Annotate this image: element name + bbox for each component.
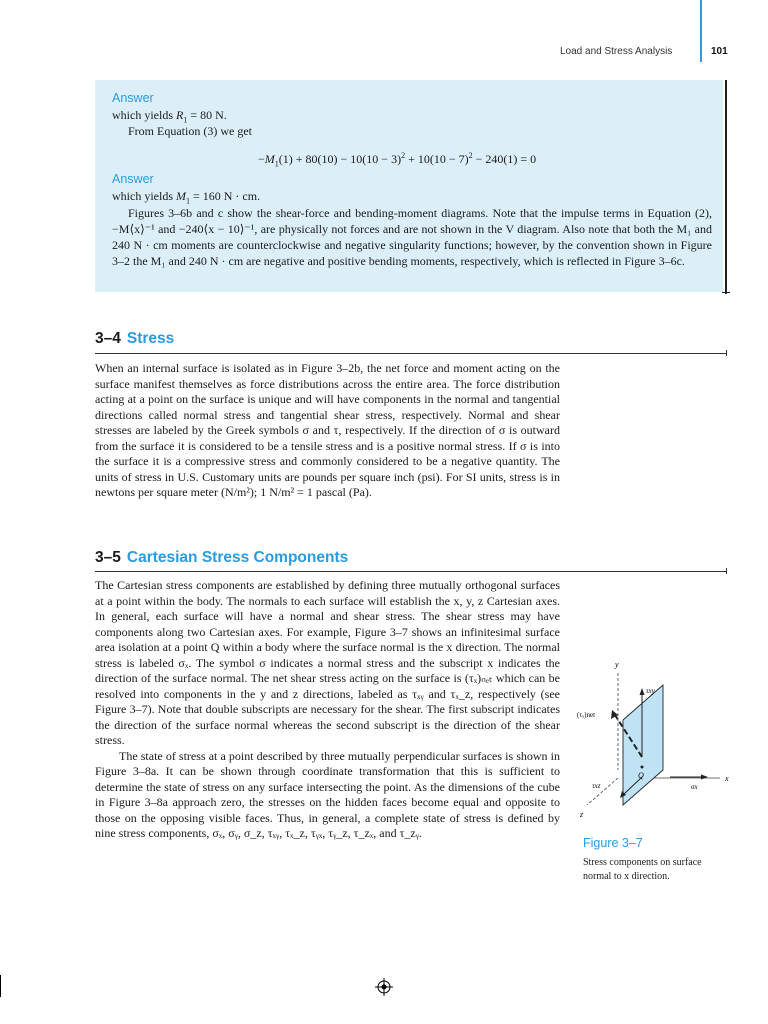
header-rule [700,0,702,62]
section-number: 3–5 [95,549,121,566]
x-axis-label: x [725,774,729,783]
yields-m1-line: which yields $M_1 = 160$ N · cm. [112,189,261,206]
crop-mark [0,975,1,997]
running-head: Load and Stress Analysis [560,46,673,57]
box-edge-rule [725,80,727,294]
from-equation-line: From Equation (3) we get [128,124,252,138]
answer-label-1: Answer [112,91,154,105]
cartesian-text [95,578,560,842]
section-heading-3-4 [95,330,174,348]
section-title: Stress [126,330,175,347]
yields-r1-line: which yields $R_1 = 80$ N. [112,108,227,125]
stress-components-figure [575,655,735,830]
equation-line: $-M_1(1) + 80(10) - 10(10 - 3)^2 + 10(10 - 7)^2 - 240(1) = 0$ [258,151,537,169]
tau-xy-arrowhead [640,688,645,695]
section-rule [95,353,727,354]
figure-caption: Stress components on surface normal to x direction. [583,857,702,882]
tau-net-label: (τₓ)net [577,711,596,719]
point-q-marker [641,766,644,769]
sigma-x-arrowhead [701,775,708,780]
figure-title: Figure 3–7 [583,836,643,850]
answer-paragraph: Figures 3–6b and c show the shear-force and bending-moment diagrams. Note that the impulse terms in Equation (2), −M⟨x⟩⁻¹ and −240⟨x − 10⟩⁻¹, are physically not forces and are not shown in the V diagram. Also note that both the M₁ and 240 N · cm moments are counterclockwise and negative singularity functions; however, by the convention shown in Figure 3–2 the M₁ and 240 N · cm are negative and positive bending moments, respectively, which is reflected in Figure 3–6c. [112,206,712,268]
stress-plane [623,685,663,805]
tau-xy-label: τxy [646,687,655,695]
tau-xz-label: τxz [592,782,601,790]
section-heading-3-5 [95,549,348,567]
y-axis-label: y [615,660,619,669]
section-rule-tick [726,350,727,356]
sigma-x-label: σx [691,783,698,791]
z-axis-label: z [580,810,584,819]
page-number: 101 [711,46,728,57]
box-edge-tick [722,292,730,293]
section-rule-tick [726,568,727,574]
answer-label-2: Answer [112,172,154,186]
section-title: Cartesian Stress Components [126,549,349,566]
point-q-label: Q [638,771,644,780]
registration-mark-icon [375,978,393,996]
section-rule [95,571,727,572]
cartesian-paragraph-2: The state of stress at a point described by three mutually perpendicular surfaces is shown in Figure 3–8a. It can be shown through coordinate transformation that this is sufficient to determine the state of stress on any surface intersecting the point. As the dimensions of the cube in Figure 3–8a approach zero, the stresses on the hidden faces become equal and opposite to those on the opposing visible faces. Thus, in general, a complete state of stress is defined by nine stress components, σₓ, σᵧ, σ_z, τₓᵧ, τₓ_z, τᵧₓ, τᵧ_z, τ_zₓ, and τ_zᵧ. [95,748,560,840]
section-number: 3–4 [95,330,121,347]
stress-paragraph: When an internal surface is isolated as in Figure 3–2b, the net force and moment acting on the surface manifest themselves as force distributions across the entire area. The force distribution acting at a point on the surface is unique and will have components in the normal and tangential directions called normal stress and tangential shear stress, respectively. Normal and shear stresses are labeled by the Greek symbols σ and τ, respectively. If the direction of σ is outward from the surface it is considered to be a tensile stress and is a positive normal stress. If σ is into the surface it is a compressive stress and commonly considered to be a negative quantity. The units of stress in U.S. Customary units are pounds per square inch (psi). For SI units, stress is in newtons per square meter (N/m²); 1 N/m² = 1 pascal (Pa). [95,361,560,499]
cartesian-paragraph-1: The Cartesian stress components are established by defining three mutually orthogonal surfaces at a point within the body. The normals to each surface will establish the x, y, z Cartesian axes. In general, each surface will have a normal and shear stress. The shear stress may have components along two Cartesian axes. For example, Figure 3–7 shows an infinitesimal surface area isolation at a point Q within a body where the surface normal is the x direction. The normal stress is labeled σₓ. The symbol σ indicates a normal stress and the subscript x indicates the direction of the surface normal. The net shear stress acting on the surface is (τₓ)ₙₑₜ which can be resolved into components in the y and z directions, labeled as τₓᵧ and τₓ_z, respectively (see Figure 3–7). Note that double subscripts are necessary for the shear. The first subscript indicates the direction of the surface normal whereas the second subscript is the direction of the shear stress. [95,578,560,747]
